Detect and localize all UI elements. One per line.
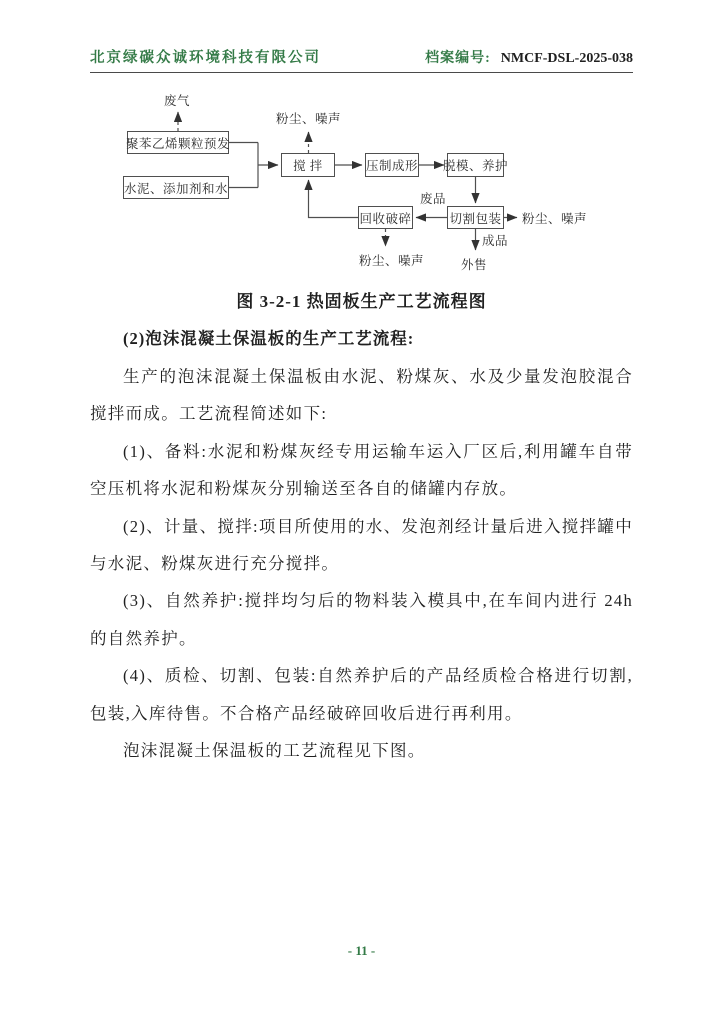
archive-label: 档案编号: — [425, 51, 491, 66]
flowchart-label-dust-noise-mix: 粉尘、噪声 — [276, 112, 342, 126]
flowchart-box-press-form: 压制成形 — [365, 153, 419, 177]
flowchart-label-dust-noise-recycle: 粉尘、噪声 — [359, 254, 425, 268]
flowchart-box-pre-expand: 聚苯乙烯颗粒预发 — [127, 131, 229, 154]
paragraph: (3)、自然养护:搅拌均匀后的物料装入模具中,在车间内进行 24h 的自然养护。 — [90, 591, 633, 648]
company-name: 北京绿碳众诚环境科技有限公司 — [90, 50, 321, 66]
paragraph: (2)、计量、搅拌:项目所使用的水、发泡剂经计量后进入搅拌罐中与水泥、粉煤灰进行充分搅拌。 — [90, 516, 633, 574]
archive-number: NMCF-DSL-2025-038 — [500, 51, 633, 66]
process-flowchart — [90, 88, 635, 283]
paragraph: 生产的泡沫混凝土保温板由水泥、粉煤灰、水及少量发泡胶混合搅拌而成。工艺流程简述如下: — [90, 367, 633, 424]
flowchart-label-sell-out: 外售 — [461, 258, 488, 272]
flowchart-box-cement-water: 水泥、添加剂和水 — [123, 176, 229, 199]
document-body — [90, 283, 633, 769]
flowchart-label-dust-noise-cut: 粉尘、噪声 — [522, 212, 588, 226]
paragraph: 泡沫混凝土保温板的工艺流程见下图。 — [123, 741, 426, 761]
page-header — [90, 46, 633, 73]
flowchart-box-cut-pack: 切割包装 — [447, 206, 504, 229]
archive-number-group — [425, 47, 633, 67]
flowchart-label-scrap: 废品 — [420, 192, 447, 206]
flowchart-box-demold-cure: 脱模、养护 — [447, 153, 504, 177]
flowchart-label-finished-product: 成品 — [482, 234, 509, 248]
paragraph: (4)、质检、切割、包装:自然养护后的产品经质检合格进行切割,包装,入库待售。不合格产品经破碎回收后进行再利用。 — [90, 666, 633, 723]
page-number: - 11 - — [347, 943, 376, 958]
section-heading: (2)泡沫混凝土保温板的生产工艺流程: — [123, 329, 415, 348]
flowchart-box-recycle-crush: 回收破碎 — [358, 206, 413, 229]
paragraph: (1)、备料:水泥和粉煤灰经专用运输车运入厂区后,利用罐车自带空压机将水泥和粉煤灰分别输送至各自的储罐内存放。 — [90, 441, 633, 499]
flowchart-box-mix: 搅 拌 — [281, 153, 335, 177]
figure-caption: 图 3-2-1 热固板生产工艺流程图 — [236, 292, 487, 311]
flowchart-label-waste-gas: 废气 — [164, 94, 191, 108]
